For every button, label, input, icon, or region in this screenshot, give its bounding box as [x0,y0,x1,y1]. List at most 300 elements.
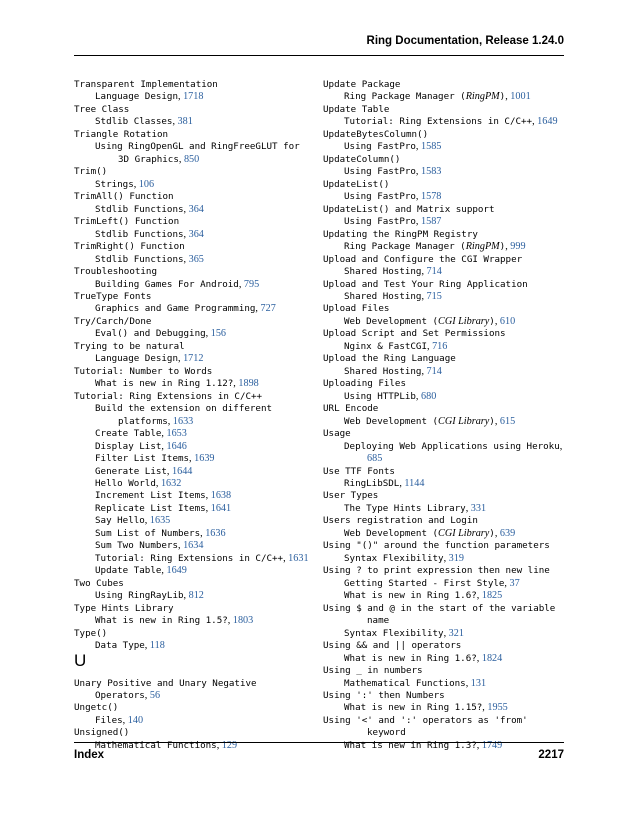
index-subentry [74,635,324,652]
index-subentry [74,423,324,440]
entry-italic-text: CGI Library [438,415,490,427]
page-separator: , [177,353,184,365]
index-entry [323,710,568,726]
page-link[interactable]: 1653 [166,428,187,440]
page-link[interactable]: 1646 [166,440,187,452]
entry-text: Using "()" around the function parameters [323,540,550,552]
entry-text: Display List [95,440,162,452]
entry-text: Two Cubes [74,577,124,589]
entry-text: Shared Hosting [344,266,422,278]
page-separator: , [177,91,184,103]
entry-text: Generate List [95,465,167,477]
entry-text: The Type Hints Library [344,502,466,514]
entry-text: Deploying Web Applications using Heroku [344,440,560,452]
page-link[interactable]: 106 [138,178,155,190]
entry-text: Usage [323,428,351,440]
entry-text: Web Development ( [344,415,439,427]
page-link[interactable]: 1585 [421,141,442,153]
entry-text: Upload and Test Your Ring Application [323,278,528,290]
index-entry [323,485,568,502]
entry-text: Data Type [95,640,145,652]
entry-text: UpdateList() and Matrix support [323,203,495,215]
page-separator: , [465,502,471,514]
entry-text: Using ? to print expression then new line [323,565,550,577]
page-link[interactable]: 321 [448,627,464,639]
index-subentry [74,411,324,427]
index-entry [74,623,324,639]
index-entry [74,673,324,689]
entry-text: Mathematical Functions [95,739,217,751]
index-entry [323,149,568,165]
page-link[interactable]: 1633 [172,415,194,427]
index-entry [74,598,324,614]
entry-text: Sum Two Numbers [95,540,178,552]
index-column-right [323,74,568,751]
entry-text: What is new in Ring 1.5? [95,615,228,627]
page-separator: , [494,527,500,539]
page-link[interactable]: 140 [127,714,144,726]
page-link[interactable]: 685 [367,453,383,465]
entry-text: Build the extension on different [95,403,273,415]
index-subentry [74,436,324,452]
page-separator: , [421,365,427,377]
page-link[interactable]: 129 [221,739,238,751]
index-entry [74,697,324,714]
page-link[interactable]: 1587 [421,216,442,228]
index-subentry [74,398,324,415]
entry-text: Using $ and @ in the start of the variable [323,602,556,614]
index-subentry [323,448,568,465]
entry-text: Unary Positive and Unary Negative [74,677,257,689]
page-separator: , [161,440,167,452]
entry-text: Ring Package Manager ( [344,241,466,253]
page-separator: , [443,552,449,564]
index-subentry [323,623,568,639]
entry-text: Mathematical Functions [344,677,466,689]
page-separator: , [144,689,150,701]
page-separator: , [504,577,510,589]
index-subentry [74,548,324,564]
entry-text: Web Development ( [344,527,439,539]
entry-text-suffix: ) [499,241,506,253]
index-entry [323,373,568,390]
index-subentry [74,710,324,726]
page-separator: , [532,116,538,128]
entry-text: Web Development ( [344,315,439,327]
entry-text: What is new in Ring 1.15? [344,702,483,714]
entry-text: Using RingRayLib [95,590,184,602]
page-separator: , [505,241,511,253]
index-subentry [323,236,568,253]
index-entry [323,560,568,577]
entry-text: Building Games For Android [95,278,239,290]
index-subentry [74,373,324,390]
entry-text: Say Hello [95,515,145,527]
index-subentry [323,548,568,564]
page-link[interactable]: 365 [188,253,204,265]
entry-text: Tutorial: Ring Extensions in C/C++ [95,552,284,564]
entry-text: Tutorial: Ring Extensions in C/C++ [74,390,263,402]
entry-text: Triangle Rotation [74,128,169,140]
page-link[interactable]: 615 [499,415,516,427]
page-link[interactable]: 714 [426,266,442,278]
index-subentry [323,436,568,452]
page-separator: , [161,428,167,440]
page-link[interactable]: 850 [183,153,200,165]
page-separator: , [476,652,482,664]
page-link[interactable]: 1824 [481,652,503,664]
page-link[interactable]: 1749 [481,739,503,751]
page-link[interactable]: 1144 [404,478,425,489]
index-entry [74,573,324,589]
entry-text: Stdlib Functions [95,253,184,265]
entry-text: What is new in Ring 1.6? [344,652,477,664]
page-separator: , [161,565,167,577]
page-separator: , [144,640,150,652]
entry-text: Language Design [95,353,178,365]
page-separator: , [183,590,189,602]
entry-text: Language Design [95,91,178,103]
index-entry [323,635,568,652]
page-link[interactable]: 1712 [183,353,204,365]
page-link[interactable]: 1634 [183,540,204,552]
index-subentry [323,286,568,302]
index-subentry [323,136,568,153]
page-link[interactable]: 319 [448,552,464,564]
entry-text: Using && and || operators [323,640,462,652]
page-link[interactable]: 715 [426,290,442,302]
entry-italic-text: RingPM [465,91,500,103]
page-separator: , [183,253,189,265]
page-separator: , [399,478,405,489]
page-link[interactable]: 795 [243,278,260,290]
entry-text: Ungetc() [74,702,119,714]
entry-text: platforms [118,415,168,427]
index-subentry [74,448,324,465]
index-subentry [74,560,324,577]
page-separator: , [476,739,482,751]
index-subentry [74,149,324,165]
entry-text: Uploading Files [323,378,406,390]
index-subentry [323,111,568,128]
entry-text: TrimAll() Function [74,191,174,203]
index-subentry [323,86,568,103]
entry-text: Stdlib Functions [95,203,184,215]
page-separator: , [421,290,427,302]
page-link[interactable]: 1001 [510,91,531,103]
entry-text: Upload and Configure the CGI Wrapper [323,253,523,265]
entry-text: What is new in Ring 1.6? [344,590,477,602]
page-link[interactable]: 610 [499,315,516,327]
page-link[interactable]: 364 [188,203,204,215]
page-link[interactable]: 118 [149,640,165,652]
page-header [74,33,564,56]
index-entry [323,298,568,315]
page-link[interactable]: 331 [470,502,487,514]
entry-text: RingLibSDL [344,478,400,489]
entry-text: Transparent Implementation [74,79,218,90]
entry-text: Upload Files [323,303,390,315]
entry-text-suffix: ) [499,91,506,103]
page-separator: , [233,378,239,390]
entry-text: UpdateColumn() [323,153,401,165]
page-link[interactable]: 156 [210,328,227,340]
index-entry [323,249,568,265]
page-link[interactable]: 716 [432,340,448,352]
page-separator: , [172,116,178,128]
index-letter-heading: U [74,650,87,670]
page-separator: , [465,677,471,689]
entry-text: Using '<' and ':' operators as 'from' [323,714,528,726]
page-link[interactable]: 1644 [172,465,193,477]
index-entry [323,199,568,215]
index-subentry [323,697,568,714]
page-link[interactable]: 1898 [238,378,259,390]
entry-text: Shared Hosting [344,365,422,377]
index-subentry [323,610,568,627]
page-separator: , [255,303,261,315]
page-separator: , [200,527,206,539]
page-link[interactable]: 1578 [421,191,442,203]
page-separator: , [205,502,211,514]
index-entry [74,386,324,402]
entry-text: UpdateList() [323,178,390,190]
entry-text: Type() [74,627,108,639]
page-link[interactable]: 364 [188,228,204,240]
entry-text: Nginx & FastCGI [344,340,427,352]
entry-italic-text: CGI Library [438,527,490,539]
index-subentry [323,523,568,539]
page-separator: , [183,203,189,215]
index-entry [323,274,568,290]
page-link[interactable]: 1639 [194,453,215,465]
page-separator: , [494,415,500,427]
page-separator: , [482,702,488,714]
entry-text: Using _ in numbers [323,665,423,677]
page-separator: , [166,465,173,477]
page-link[interactable]: 1649 [166,565,187,577]
entry-text-suffix: ) [489,527,495,539]
page-separator: , [283,552,289,564]
index-entry [323,461,568,477]
entry-text: Operators [95,689,145,701]
entry-text: keyword [367,727,406,739]
entry-text: UpdateBytesColumn() [323,128,429,140]
index-subentry [74,510,324,527]
page-separator: , [177,540,184,552]
index-entry [323,323,568,340]
entry-text: Create Table [95,428,162,440]
page-link[interactable]: 999 [510,241,526,253]
entry-text: Sum List of Numbers [95,527,201,539]
entry-text: Graphics and Game Programming [95,303,256,315]
index-subentry [323,673,568,689]
entry-text: TrueType Fonts [74,290,152,302]
index-entry [323,535,568,552]
index-subentry [74,461,324,477]
page-link[interactable]: 1638 [210,490,232,502]
page-separator: , [227,615,233,627]
index-subentry [74,523,324,539]
entry-text: 3D Graphics [118,153,179,165]
page-separator: , [183,228,189,240]
entry-text: Tutorial: Ring Extensions in C/C++ [344,116,533,128]
index-entry [74,186,324,203]
entry-text: TrimLeft() Function [74,216,180,228]
index-entry [74,286,324,302]
index-entry [74,99,324,115]
page-separator: , [426,340,433,352]
page-separator: , [476,590,482,602]
entry-text: User Types [323,490,379,502]
index-subentry [74,485,324,502]
page-separator: , [122,714,128,726]
page-link[interactable]: 37 [509,577,520,589]
page-separator: , [155,478,161,489]
page-link[interactable]: 1718 [183,91,204,103]
page-separator: , [205,328,211,340]
entry-text: Syntax Flexibility [344,552,444,564]
entry-text: Using RingOpenGL and RingFreeGLUT for [95,141,300,153]
entry-text: Shared Hosting [344,290,422,302]
index-entry [323,224,568,240]
page-link[interactable]: 1825 [481,590,503,602]
page-separator: , [415,216,422,228]
page-separator: , [205,490,211,502]
page-separator: , [133,178,139,190]
index-subentry [323,311,568,327]
index-entry [74,124,324,140]
page-link[interactable]: 1631 [288,552,309,564]
footer-section-label: Index [74,749,105,761]
index-subentry [323,648,568,664]
index-entry [323,423,568,440]
index-entry [74,361,324,377]
page-link[interactable]: 131 [470,677,487,689]
index-entry [323,685,568,701]
page-separator: , [415,166,422,178]
index-entry [323,398,568,415]
page-link[interactable]: 727 [260,303,276,315]
index-subentry [323,161,568,178]
page-link[interactable]: 56 [149,689,161,701]
entry-text: Strings [95,178,134,190]
entry-text: Using ':' then Numbers [323,689,445,701]
entry-text: Hello World [95,478,156,489]
entry-text: Using HTTPLib [344,390,416,402]
index-entry [74,722,324,739]
page-link[interactable]: 381 [177,116,193,128]
page-link[interactable]: 1955 [487,702,508,714]
index-subentry [323,361,568,377]
index-entry [74,236,324,253]
index-entry [74,311,324,327]
entry-trailing-comma: , [559,440,563,452]
page-link[interactable]: 1803 [232,615,254,627]
index-entry [323,660,568,677]
index-entry [323,74,568,90]
page-link[interactable]: 639 [499,527,516,539]
entry-text: Ring Package Manager ( [344,91,466,103]
page-separator: , [415,141,422,153]
index-subentry [323,573,568,589]
entry-text: Update Table [323,103,390,115]
entry-text: Files [95,714,123,726]
page-link[interactable]: 812 [188,590,204,602]
index-subentry [323,261,568,278]
entry-text: Syntax Flexibility [344,627,444,639]
entry-text: Update Package [323,79,401,90]
entry-text: Type Hints Library [74,602,174,614]
page-separator: , [443,627,449,639]
entry-text: Stdlib Classes [95,116,173,128]
entry-text: Try/Carch/Done [74,315,152,327]
page-separator: , [494,315,500,327]
page-separator: , [238,278,244,290]
entry-text: Unsigned() [74,727,130,739]
index-subentry [74,136,324,153]
index-subentry [74,348,324,365]
index-entry [74,336,324,352]
index-subentry [323,585,568,602]
index-entry [74,161,324,178]
page-separator: , [167,415,173,427]
page-link[interactable]: 1641 [210,502,232,514]
index-entry [323,510,568,527]
entry-text: Using FastPro [344,191,416,203]
index-entry [323,348,568,365]
entry-text: What is new in Ring 1.3? [344,739,477,751]
index-subentry [74,199,324,215]
entry-text: Replicate List Items [95,502,206,514]
page-separator: , [415,390,422,402]
index-subentry [74,498,324,514]
entry-text: URL Encode [323,403,379,415]
index-subentry [323,211,568,228]
index-subentry [323,336,568,352]
index-subentry [323,473,568,489]
page-link[interactable]: 680 [421,390,437,402]
page-link[interactable]: 714 [426,365,442,377]
index-subentry [74,535,324,552]
entry-text: Use TTF Fonts [323,465,395,477]
entry-text: Tree Class [74,103,130,115]
page-link[interactable]: 1636 [205,527,226,539]
index-entry [74,211,324,228]
index-subentry [74,86,324,103]
entry-text: Tutorial: Number to Words [74,365,213,377]
page-separator: , [144,515,150,527]
page-separator: , [178,153,184,165]
entry-text-suffix: ) [489,415,495,427]
entry-text: Increment List Items [95,490,206,502]
index-subentry [74,585,324,602]
entry-text: Users registration and Login [323,515,478,527]
entry-text: Stdlib Functions [95,228,184,240]
index-subentry [74,274,324,290]
entry-text: Updating the RingPM Registry [323,228,478,240]
page-link[interactable]: 1583 [421,166,442,178]
index-subentry [323,498,568,514]
page-separator: , [505,91,511,103]
page-link[interactable]: 1632 [160,478,182,489]
entry-text: Upload the Ring Language [323,353,456,365]
entry-text: Filter List Items [95,453,190,465]
page-link[interactable]: 1635 [149,515,171,527]
page-link[interactable]: 1649 [537,116,558,128]
entry-text: Upload Script and Set Permissions [323,328,506,340]
index-subentry [323,722,568,739]
